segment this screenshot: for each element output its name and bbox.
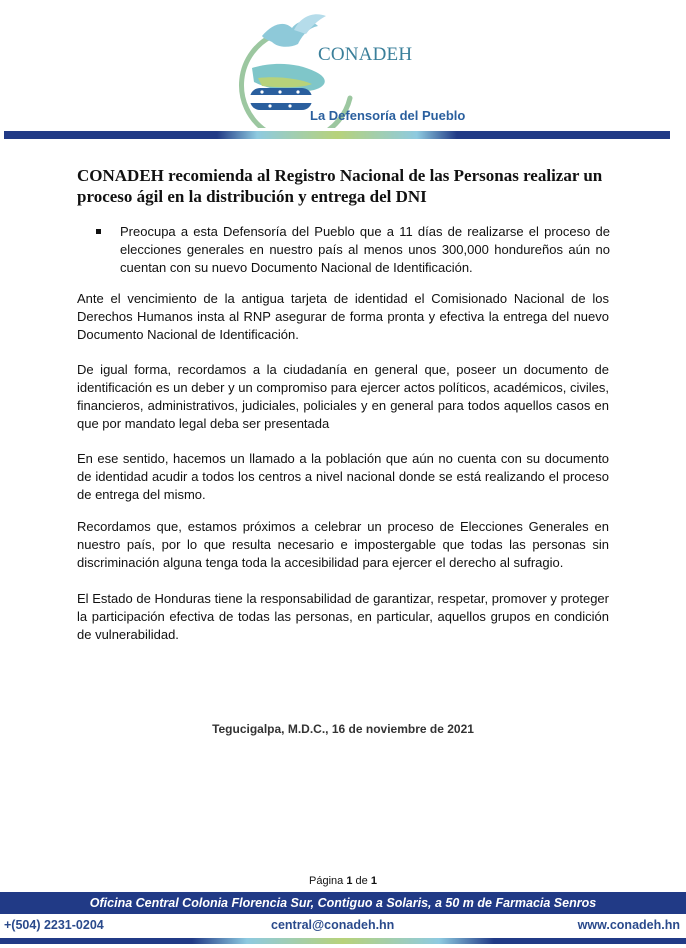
paragraph-2: De igual forma, recordamos a la ciudadanía en general que, poseer un documento de identificación es un deber y un compromiso para ejercer actos políticos, académicos, civiles, financieros, administrativos, judiciales, policiales y en general para todos aquellos casos en que por mandato legal deba ser presentada: [77, 362, 609, 431]
tagline: La Defensoría del Pueblo: [310, 108, 466, 123]
page-prefix: Página: [309, 875, 344, 887]
page-number: [0, 875, 686, 887]
footer-email[interactable]: central@conadeh.hn: [271, 918, 395, 932]
footer-phone: +(504) 2231-0204: [4, 918, 104, 932]
page-current: 1: [346, 875, 353, 887]
footer-website[interactable]: www.conadeh.hn: [577, 918, 680, 932]
bullet-item: [96, 223, 610, 277]
document-title: CONADEH recomienda al Registro Nacional de las Personas realizar un proceso ágil en la distribución y entrega del DNI: [77, 166, 603, 206]
paragraph-3: En ese sentido, hacemos un llamado a la población que aún no cuenta con su documento de identidad acudir a todos los centros a nivel nacional donde se está realizando el proceso de entrega del mismo.: [77, 451, 609, 502]
date-line: Tegucigalpa, M.D.C., 16 de noviembre de 2021: [212, 722, 474, 736]
paragraph-4: Recordamos que, estamos próximos a celebrar un proceso de Elecciones Generales en nuestro país, por lo que resulta necesario e impostergable que todas las personas sin discriminación alguna tenga toda la accesibilidad para ejercer el derecho al sufragio.: [77, 519, 609, 570]
bullet-text: Preocupa a esta Defensoría del Pueblo que a 11 días de realizarse el proceso de elecciones generales en nuestro país al menos unos 300,000 hondureños aún no cuentan con su nuevo Documento Nacional de Identificación.: [120, 224, 610, 275]
org-name: CONADEH: [318, 44, 413, 65]
page-separator: de: [355, 875, 368, 887]
bullet-square-icon: [96, 229, 101, 234]
footer-address: Oficina Central Colonia Florencia Sur, Contiguo a Solaris, a 50 m de Farmacia Senros: [0, 892, 686, 914]
conadeh-logo: [232, 6, 482, 128]
paragraph-1: Ante el vencimiento de la antigua tarjeta de identidad el Comisionado Nacional de los Derechos Humanos insta al RNP asegurar de forma pronta y efectiva la entrega del nuevo Documento Nacional de Identificación.: [77, 291, 609, 342]
page-total: 1: [370, 875, 377, 887]
header-divider: [4, 131, 670, 139]
footer-divider: [0, 938, 686, 944]
paragraph-5: El Estado de Honduras tiene la responsabilidad de garantizar, respetar, promover y proteger la participación efectiva de todas las personas, en particular, aquellos grupos en condición de vulnerabilidad.: [77, 591, 609, 642]
